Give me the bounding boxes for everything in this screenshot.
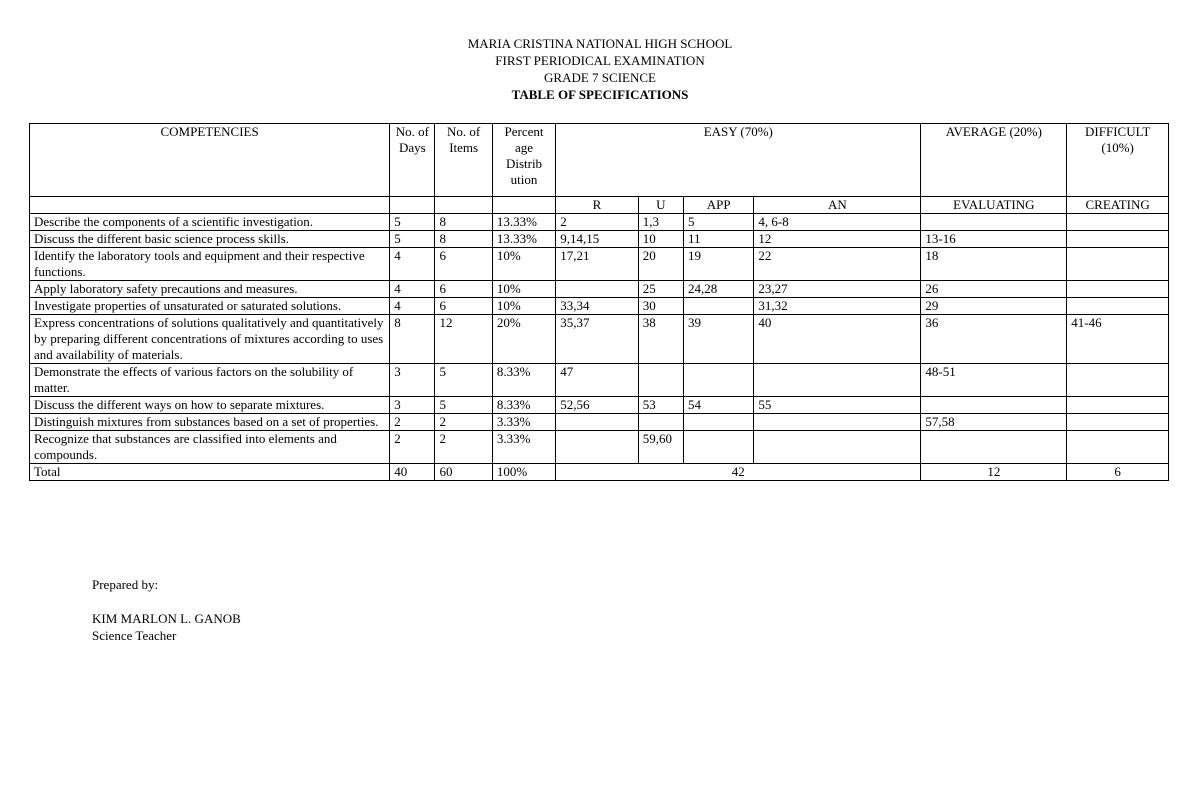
- subheader-row: [30, 197, 1169, 214]
- header-easy: EASY (70%): [556, 124, 921, 197]
- u-cell: 59,60: [638, 431, 683, 464]
- evaluating-cell: 48-51: [921, 364, 1067, 397]
- signature-block: [92, 576, 241, 644]
- an-cell: 31,32: [754, 298, 921, 315]
- days-cell: 4: [390, 248, 435, 281]
- total-difficult: 6: [1067, 464, 1169, 481]
- creating-cell: [1067, 231, 1169, 248]
- prepared-by-label: Prepared by:: [92, 577, 159, 592]
- r-cell: 2: [556, 214, 639, 231]
- table-row: [30, 298, 1169, 315]
- app-cell: [683, 364, 753, 397]
- school-name: MARIA CRISTINA NATIONAL HIGH SCHOOL: [467, 36, 733, 51]
- total-row: [30, 464, 1169, 481]
- u-cell: 20: [638, 248, 683, 281]
- percent-cell: 8.33%: [492, 364, 555, 397]
- app-cell: [683, 414, 753, 431]
- days-cell: 3: [390, 397, 435, 414]
- creating-cell: [1067, 298, 1169, 315]
- days-cell: 2: [390, 431, 435, 464]
- app-cell: 39: [683, 315, 753, 364]
- grade-subject: GRADE 7 SCIENCE: [544, 70, 656, 85]
- percent-cell: 3.33%: [492, 414, 555, 431]
- evaluating-cell: 26: [921, 281, 1067, 298]
- an-cell: 40: [754, 315, 921, 364]
- creating-cell: [1067, 414, 1169, 431]
- an-cell: 22: [754, 248, 921, 281]
- specifications-table: [29, 123, 1169, 481]
- competency-cell: Discuss the different basic science process skills.: [30, 231, 390, 248]
- creating-cell: [1067, 248, 1169, 281]
- header-average: AVERAGE (20%): [921, 124, 1067, 197]
- app-cell: 5: [683, 214, 753, 231]
- u-cell: [638, 414, 683, 431]
- competency-cell: Demonstrate the effects of various factors on the solubility of matter.: [30, 364, 390, 397]
- creating-cell: [1067, 281, 1169, 298]
- items-cell: 8: [435, 214, 492, 231]
- app-cell: 11: [683, 231, 753, 248]
- header-row: [30, 124, 1169, 197]
- exam-name: FIRST PERIODICAL EXAMINATION: [495, 53, 705, 68]
- evaluating-cell: [921, 397, 1067, 414]
- evaluating-cell: [921, 431, 1067, 464]
- u-cell: 10: [638, 231, 683, 248]
- items-cell: 2: [435, 431, 492, 464]
- r-cell: 17,21: [556, 248, 639, 281]
- header-items: No. of Items: [435, 124, 492, 197]
- preparer-name: KIM MARLON L. GANOB: [92, 611, 241, 626]
- total-average: 12: [921, 464, 1067, 481]
- items-cell: 5: [435, 364, 492, 397]
- days-cell: 5: [390, 231, 435, 248]
- an-cell: [754, 414, 921, 431]
- creating-cell: [1067, 214, 1169, 231]
- evaluating-cell: [921, 214, 1067, 231]
- evaluating-cell: 18: [921, 248, 1067, 281]
- document-header: [0, 35, 1200, 103]
- header-difficult: DIFFICULT (10%): [1067, 124, 1169, 197]
- items-cell: 8: [435, 231, 492, 248]
- creating-cell: [1067, 397, 1169, 414]
- total-easy: 42: [556, 464, 921, 481]
- evaluating-cell: 36: [921, 315, 1067, 364]
- app-cell: 54: [683, 397, 753, 414]
- an-cell: 4, 6-8: [754, 214, 921, 231]
- an-cell: [754, 431, 921, 464]
- competency-cell: Recognize that substances are classified into elements and compounds.: [30, 431, 390, 464]
- subheader-creating: CREATING: [1067, 197, 1169, 214]
- r-cell: [556, 414, 639, 431]
- r-cell: 47: [556, 364, 639, 397]
- table-row: [30, 281, 1169, 298]
- table-row: [30, 414, 1169, 431]
- document-title: TABLE OF SPECIFICATIONS: [511, 87, 689, 102]
- percent-cell: 10%: [492, 298, 555, 315]
- days-cell: 8: [390, 315, 435, 364]
- items-cell: 6: [435, 281, 492, 298]
- subheader-an: AN: [754, 197, 921, 214]
- r-cell: 35,37: [556, 315, 639, 364]
- app-cell: 24,28: [683, 281, 753, 298]
- table-row: [30, 231, 1169, 248]
- total-label: Total: [30, 464, 390, 481]
- header-days: No. of Days: [390, 124, 435, 197]
- r-cell: 52,56: [556, 397, 639, 414]
- competency-cell: Describe the components of a scientific investigation.: [30, 214, 390, 231]
- items-cell: 5: [435, 397, 492, 414]
- u-cell: 25: [638, 281, 683, 298]
- table-row: [30, 214, 1169, 231]
- days-cell: 4: [390, 281, 435, 298]
- r-cell: [556, 431, 639, 464]
- header-percent: Percent age Distrib ution: [492, 124, 555, 197]
- u-cell: 38: [638, 315, 683, 364]
- days-cell: 2: [390, 414, 435, 431]
- app-cell: [683, 298, 753, 315]
- evaluating-cell: 57,58: [921, 414, 1067, 431]
- creating-cell: [1067, 364, 1169, 397]
- subheader-r: R: [556, 197, 639, 214]
- competency-cell: Apply laboratory safety precautions and measures.: [30, 281, 390, 298]
- r-cell: 9,14,15: [556, 231, 639, 248]
- u-cell: 1,3: [638, 214, 683, 231]
- percent-cell: 20%: [492, 315, 555, 364]
- creating-cell: [1067, 431, 1169, 464]
- table-row: [30, 364, 1169, 397]
- an-cell: 12: [754, 231, 921, 248]
- an-cell: 55: [754, 397, 921, 414]
- u-cell: 53: [638, 397, 683, 414]
- days-cell: 4: [390, 298, 435, 315]
- an-cell: [754, 364, 921, 397]
- competency-cell: Distinguish mixtures from substances based on a set of properties.: [30, 414, 390, 431]
- preparer-role: Science Teacher: [92, 628, 177, 643]
- app-cell: [683, 431, 753, 464]
- subheader-evaluating: EVALUATING: [921, 197, 1067, 214]
- total-items: 60: [435, 464, 492, 481]
- items-cell: 6: [435, 298, 492, 315]
- evaluating-cell: 29: [921, 298, 1067, 315]
- items-cell: 2: [435, 414, 492, 431]
- percent-cell: 13.33%: [492, 214, 555, 231]
- u-cell: 30: [638, 298, 683, 315]
- table-row: [30, 431, 1169, 464]
- percent-cell: 13.33%: [492, 231, 555, 248]
- table-row: [30, 397, 1169, 414]
- subheader-app: APP: [683, 197, 753, 214]
- competency-cell: Express concentrations of solutions qualitatively and quantitatively by preparing different concentrations of mixtures according to uses and availability of materials.: [30, 315, 390, 364]
- table-row: [30, 248, 1169, 281]
- days-cell: 5: [390, 214, 435, 231]
- competency-cell: Discuss the different ways on how to separate mixtures.: [30, 397, 390, 414]
- competency-cell: Identify the laboratory tools and equipment and their respective functions.: [30, 248, 390, 281]
- percent-cell: 8.33%: [492, 397, 555, 414]
- total-percent: 100%: [492, 464, 555, 481]
- table-row: [30, 315, 1169, 364]
- percent-cell: 10%: [492, 248, 555, 281]
- items-cell: 6: [435, 248, 492, 281]
- app-cell: 19: [683, 248, 753, 281]
- u-cell: [638, 364, 683, 397]
- percent-cell: 3.33%: [492, 431, 555, 464]
- creating-cell: 41-46: [1067, 315, 1169, 364]
- an-cell: 23,27: [754, 281, 921, 298]
- subheader-u: U: [638, 197, 683, 214]
- evaluating-cell: 13-16: [921, 231, 1067, 248]
- competency-cell: Investigate properties of unsaturated or saturated solutions.: [30, 298, 390, 315]
- percent-cell: 10%: [492, 281, 555, 298]
- days-cell: 3: [390, 364, 435, 397]
- items-cell: 12: [435, 315, 492, 364]
- r-cell: 33,34: [556, 298, 639, 315]
- r-cell: [556, 281, 639, 298]
- header-competencies: COMPETENCIES: [30, 124, 390, 197]
- total-days: 40: [390, 464, 435, 481]
